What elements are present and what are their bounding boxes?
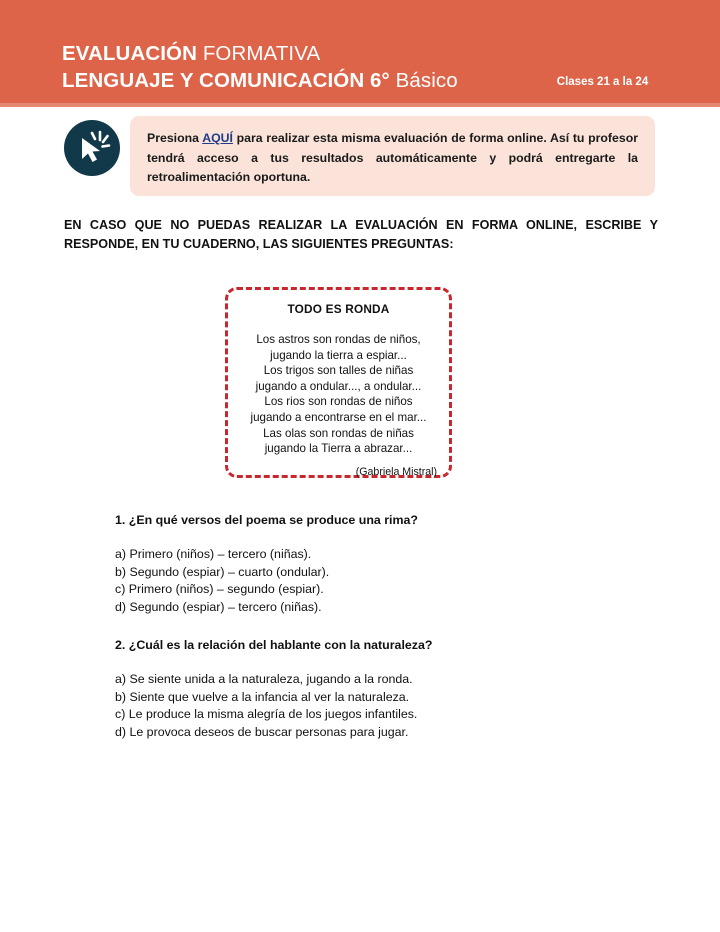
question-title: 1. ¿En qué versos del poema se produce una rima?	[115, 513, 418, 527]
poem-line: jugando a encontrarse en el mar...	[250, 410, 427, 424]
question-block	[115, 637, 655, 741]
question-option[interactable]: c) Primero (niños) – segundo (espiar).	[115, 582, 324, 596]
evaluation-type-light: FORMATIVA	[202, 42, 321, 65]
question-option[interactable]: d) Le provoca deseos de buscar personas para jugar.	[115, 724, 409, 739]
questions-list	[115, 512, 655, 762]
question-block	[115, 512, 655, 616]
subject-title	[62, 67, 458, 95]
subject-title-bold: LENGUAJE Y COMUNICACIÓN 6°	[62, 69, 390, 92]
online-evaluation-notice	[62, 116, 655, 196]
poem-container	[225, 287, 452, 478]
header-bottom-accent	[0, 103, 720, 107]
page-header	[0, 0, 720, 105]
evaluation-type-title	[62, 40, 662, 67]
poem-line: jugando la tierra a espiar...	[270, 348, 407, 362]
question-option[interactable]: c) Le produce la misma alegría de los juegos infantiles.	[115, 707, 418, 721]
poem-line: jugando a ondular..., a ondular...	[255, 379, 422, 393]
click-cursor-icon	[62, 118, 122, 178]
notice-text-box	[130, 116, 655, 196]
poem-author: (Gabriela Mistral)	[355, 465, 437, 478]
question-option[interactable]: b) Siente que vuelve a la infancia al ver la naturaleza.	[115, 689, 410, 704]
question-option[interactable]: d) Segundo (espiar) – tercero (niñas).	[115, 599, 322, 614]
question-option[interactable]: a) Primero (niños) – tercero (niñas).	[115, 547, 312, 561]
poem-line: Los astros son rondas de niños,	[256, 333, 421, 346]
question-option[interactable]: b) Segundo (espiar) – cuarto (ondular).	[115, 564, 330, 579]
classes-range-label: Clases 21 a la 24	[556, 76, 649, 88]
poem-line: Los trigos son talles de niñas	[263, 364, 414, 378]
notice-paragraph	[147, 129, 638, 188]
header-title-group	[62, 40, 662, 98]
online-evaluation-link[interactable]: AQUÍ	[202, 131, 233, 145]
question-title: 2. ¿Cuál es la relación del hablante con la naturaleza?	[115, 638, 433, 652]
subject-title-row	[62, 67, 662, 98]
subject-title-light: Básico	[395, 69, 458, 92]
poem-line: Los rios son rondas de niños	[264, 395, 413, 409]
offline-instruction-text: EN CASO QUE NO PUEDAS REALIZAR LA EVALUACIÓN EN FORMA ONLINE, ESCRIBE Y RESPONDE, EN TU CUADERNO, LAS SIGUIENTES PREGUNTAS:	[64, 218, 658, 251]
notice-text-after-link: para realizar esta misma evaluación de forma online. Así tu profesor tendrá acceso a tus resultados automáticamente y podrá entregarte la retroalimentación oportuna.	[147, 131, 638, 184]
poem-line: jugando la Tierra a abrazar...	[264, 442, 413, 456]
notice-text-before-link: Presiona	[147, 131, 203, 145]
poem-lines	[238, 332, 439, 457]
evaluation-type-bold: EVALUACIÓN	[62, 42, 198, 65]
poem-line: Las olas son rondas de niñas	[263, 426, 414, 440]
question-option[interactable]: a) Se siente unida a la naturaleza, jugando a la ronda.	[115, 672, 413, 686]
poem-title: TODO ES RONDA	[287, 302, 390, 316]
